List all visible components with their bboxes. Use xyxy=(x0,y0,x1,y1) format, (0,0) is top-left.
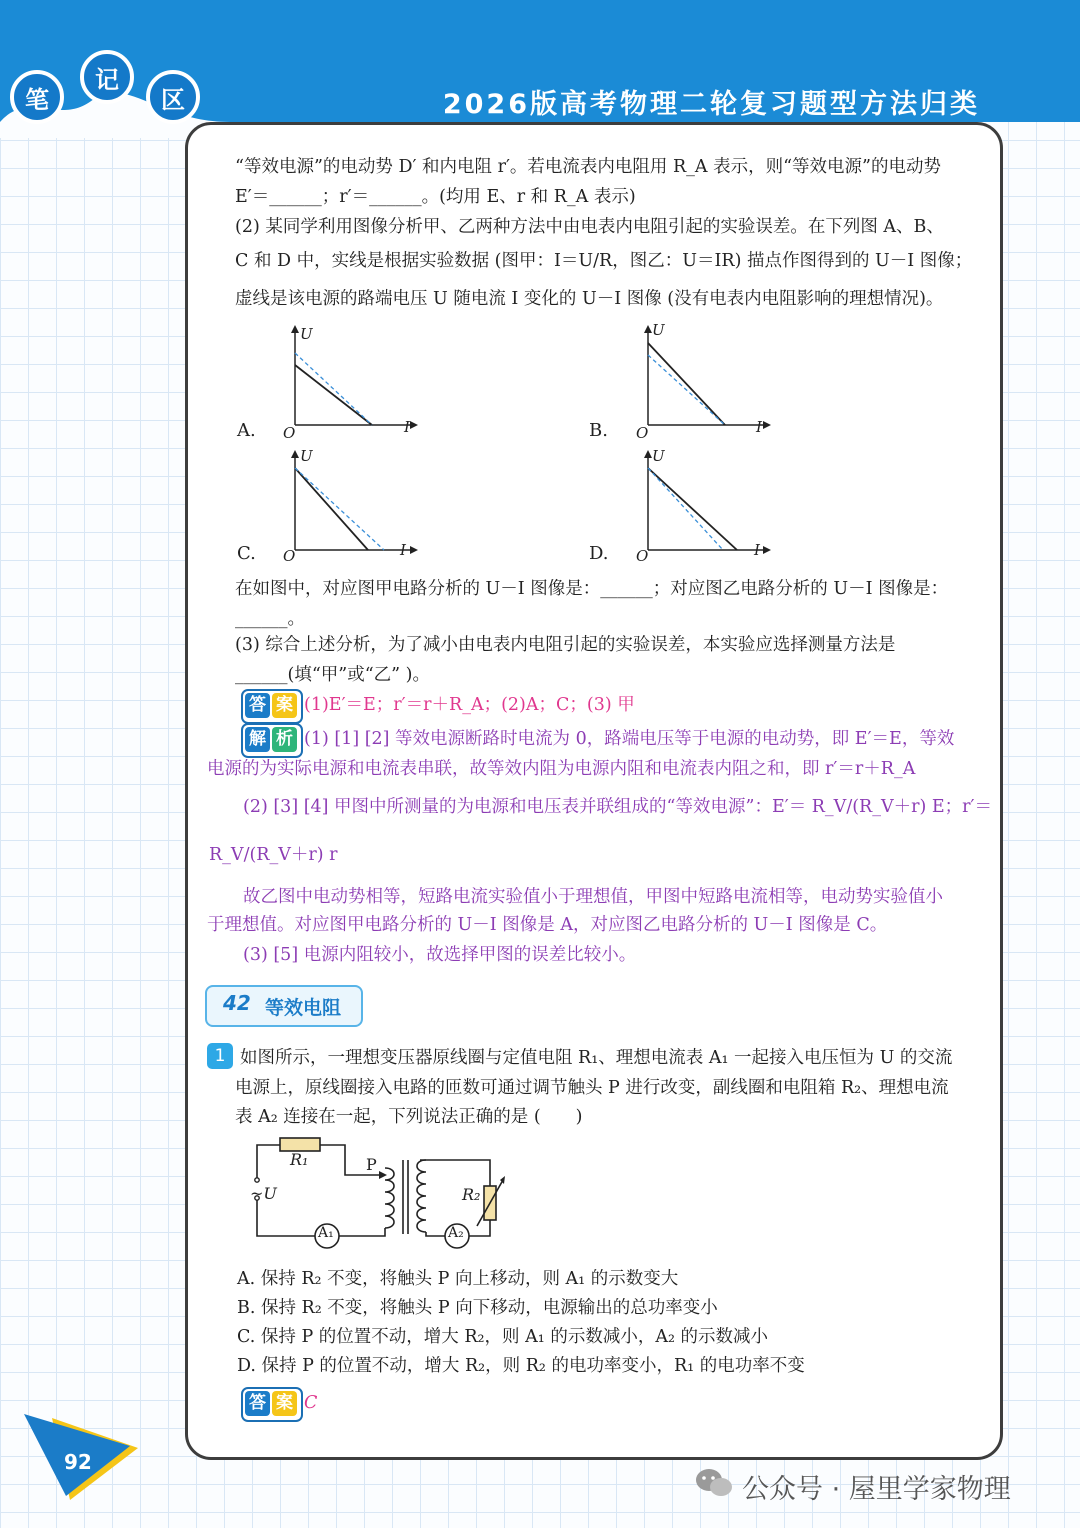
content-card xyxy=(185,122,1003,1460)
analysis-tag-char-2: 析 xyxy=(272,727,297,752)
circuit-label-a1: A₁ xyxy=(318,1225,334,1241)
question-line-1: 如图所示，一理想变压器原线圈与定值电阻 R₁、理想电流表 A₁ 一起接入电压恒为 U 的交流 xyxy=(240,1048,953,1068)
analysis-line-2: 电源的为实际电源和电流表串联，故等效内阻为电源内阻和电流表内阻之和，即 r′＝r＋R_A xyxy=(207,759,916,779)
question-line-3: 表 A₂ 连接在一起，下列说法正确的是 ( ) xyxy=(235,1107,583,1127)
watermark-text: 公众号 · 屋里学家物理 xyxy=(742,1474,1011,1505)
text-line-5: 虚线是该电源的路端电压 U 随电流 I 变化的 U－I 图像 (没有电表内电阻影响的理想情况)。 xyxy=(235,289,944,309)
option-b: B. 保持 R₂ 不变，将触头 P 向下移动，电源输出的总功率变小 xyxy=(237,1298,718,1318)
answer2-text: C xyxy=(304,1393,318,1413)
answer-tag-char-2: 案 xyxy=(272,693,297,718)
axis-i-b: I xyxy=(756,418,762,436)
answer2-tag-char-1: 答 xyxy=(245,1391,270,1416)
circuit-label-r2: R₂ xyxy=(462,1185,481,1204)
answer2-tag-char-2: 案 xyxy=(272,1391,297,1416)
text-line-2: E′＝______；r′＝______。(均用 E、r 和 R_A 表示) xyxy=(235,187,636,207)
analysis-line-7: (3) [5] 电源内阻较小，故选择甲图的误差比较小。 xyxy=(243,945,637,965)
graph-b xyxy=(633,325,773,440)
axis-i-c: I xyxy=(400,541,406,559)
text-line-6: 在如图中，对应图甲电路分析的 U－I 图像是：______；对应图乙电路分析的 U－I 图像是： xyxy=(235,579,949,599)
axis-u-a: U xyxy=(300,325,313,343)
option-a: A. 保持 R₂ 不变，将触头 P 向上移动，则 A₁ 的示数变大 xyxy=(237,1269,679,1289)
graph-label-c: C. xyxy=(237,543,256,564)
graph-label-b: B. xyxy=(589,420,608,441)
section-header xyxy=(205,985,363,1027)
analysis-line-1: (1) [1] [2] 等效电源断路时电流为 0，路端电压等于电源的电动势，即 E′＝E，等效 xyxy=(304,729,955,749)
text-line-9: ______(填“甲”或“乙” )。 xyxy=(235,665,431,685)
text-line-7: ______。 xyxy=(235,609,305,629)
header-char-3: 区 xyxy=(146,70,200,124)
axis-u-c: U xyxy=(300,447,313,465)
text-line-4: C 和 D 中，实线是根据实验数据 (图甲：I＝U/R，图乙：U＝IR) 描点作图得到的 U－I 图像； xyxy=(235,251,973,271)
graph-label-a: A. xyxy=(237,420,256,441)
header-char-1: 笔 xyxy=(10,70,64,124)
axis-u-d: U xyxy=(652,447,665,465)
graph-c xyxy=(280,450,420,565)
analysis-line-4: R_V/(R_V＋r) r xyxy=(209,845,338,865)
axis-o-b: O xyxy=(636,424,649,442)
text-line-8: (3) 综合上述分析，为了减小由电表内电阻引起的实验误差，本实验应选择测量方法是 xyxy=(235,635,896,655)
axis-o-a: O xyxy=(283,424,296,442)
axis-i-d: I xyxy=(754,541,760,559)
answer-tag-char-1: 答 xyxy=(245,693,270,718)
graph-label-d: D. xyxy=(589,543,609,564)
page-number: 92 xyxy=(64,1450,92,1474)
header-char-2: 记 xyxy=(80,50,134,104)
circuit-label-r1: R₁ xyxy=(290,1150,309,1169)
answer-text: (1)E′＝E；r′＝r＋R_A；(2)A；C；(3) 甲 xyxy=(304,695,635,715)
circuit-label-a2: A₂ xyxy=(448,1225,464,1241)
text-line-1: “等效电源”的电动势 D′ 和内电阻 r′。若电流表内电阻用 R_A 表示，则“等效电源”的电动势 xyxy=(235,157,942,177)
analysis-tag-char-1: 解 xyxy=(245,727,270,752)
analysis-line-3: (2) [3] [4] 甲图中所测量的为电源和电压表并联组成的“等效电源”：E′＝ R_V/(R_V＋r) E；r′＝ xyxy=(243,797,992,817)
axis-u-b: U xyxy=(652,321,665,339)
wechat-icon xyxy=(694,1466,734,1500)
analysis-line-5: 故乙图中电动势相等，短路电流实验值小于理想值，甲图中短路电流相等，电动势实验值小 xyxy=(243,887,943,907)
circuit-label-u: ~U xyxy=(250,1184,277,1203)
axis-o-c: O xyxy=(283,547,296,565)
book-title: 2026版高考物理二轮复习题型方法归类 xyxy=(442,89,980,120)
option-d: D. 保持 P 的位置不动，增大 R₂，则 R₂ 的电功率变小，R₁ 的电功率不变 xyxy=(237,1356,805,1376)
analysis-line-6: 于理想值。对应图甲电路分析的 U－I 图像是 A，对应图乙电路分析的 U－I 图像是 C。 xyxy=(207,915,888,935)
answer-tag xyxy=(241,689,303,724)
option-c: C. 保持 P 的位置不动，增大 R₂，则 A₁ 的示数减小，A₂ 的示数减小 xyxy=(237,1327,769,1347)
text-line-3: (2) 某同学利用图像分析甲、乙两种方法中由电表内电阻引起的实验误差。在下列图 A、B、 xyxy=(235,217,944,237)
section-title: 等效电阻 xyxy=(265,997,342,1019)
question-line-2: 电源上，原线圈接入电路的匝数可通过调节触头 P 进行改变，副线圈和电阻箱 R₂、理想电流 xyxy=(235,1078,949,1098)
circuit-label-p: P xyxy=(366,1155,377,1174)
analysis-tag xyxy=(241,723,303,758)
graph-d xyxy=(633,450,773,565)
section-number: 42 xyxy=(223,991,251,1015)
question-number: 1 xyxy=(207,1043,233,1069)
axis-i-a: I xyxy=(404,418,410,436)
answer2-tag xyxy=(241,1387,303,1422)
axis-o-d: O xyxy=(636,547,649,565)
